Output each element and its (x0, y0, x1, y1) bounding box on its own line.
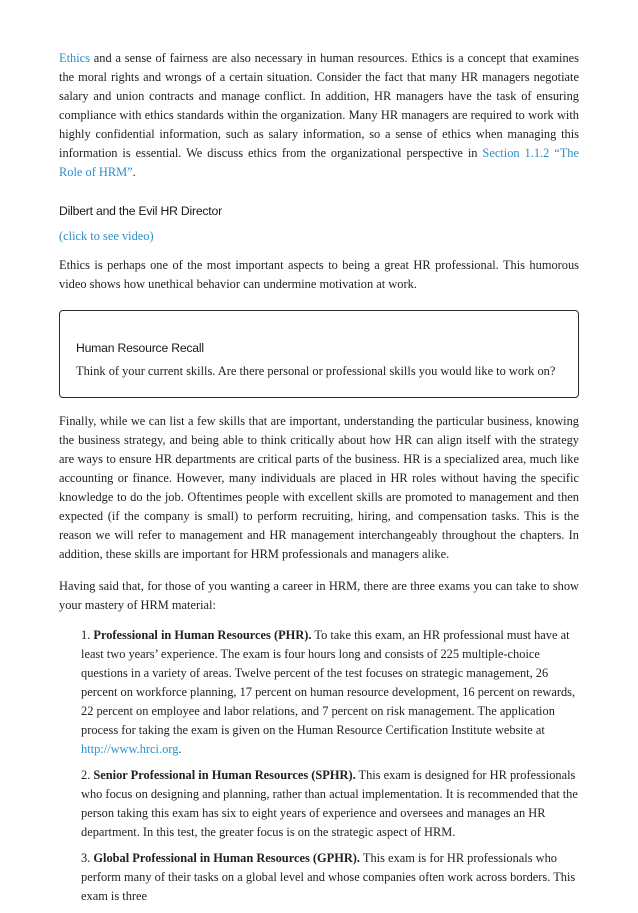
recall-box (59, 310, 579, 398)
document-page (59, 49, 579, 913)
ethics-link[interactable]: Ethics (59, 51, 90, 65)
exam-number: 1. (81, 628, 94, 642)
exam-end: . (178, 742, 182, 756)
video-paragraph (59, 227, 579, 246)
exam-title: Global Professional in Human Resources (GPHR). (93, 851, 361, 865)
exam-number: 3. (81, 851, 94, 865)
exam-number: 2. (81, 768, 94, 782)
intro-paragraph (59, 49, 579, 182)
video-heading: Dilbert and the Evil HR Director (59, 204, 222, 218)
list-item (81, 766, 579, 842)
exam-title: Professional in Human Resources (PHR). (93, 628, 312, 642)
finally-paragraph: Finally, while we can list a few skills that are important, understanding the particular business, knowing the business strategy, and being able to think critically about how HR can align itself with the strategy are ways to ensure HR departments are critical parts of the business. HR is a specialized area, much like accounting or finance. However, many individuals are placed in HR roles without having the specific knowledge to do the job. Oftentimes people with excellent skills are promoted to management and then expected (if the company is small) to perform recruiting, hiring, and compensation tasks. This is the reason we will refer to management and HR management interchangeably throughout the chapters. In addition, these skills are important for HRM professionals and managers alike. (59, 414, 579, 561)
intro-end: . (132, 165, 136, 179)
intro-text: and a sense of fairness are also necessary in human resources. Ethics is a concept that examines the moral rights and wrongs of a certain situation. Consider the fact that many HR managers negotiate salary and union contracts and manage conflict. In addition, HR managers have the task of ensuring compliance with ethics standards within the organization. Many HR managers are required to work with highly confidential information, such as salary information, so a sense of ethics when managing this information is essential. We discuss ethics from the organizational perspective in (59, 51, 579, 160)
hrci-link[interactable]: http://www.hrci.org (81, 742, 179, 756)
section-link[interactable]: Section 1.1.2 “The Role of HRM” (59, 146, 580, 179)
having-paragraph: Having said that, for those of you wanting a career in HRM, there are three exams you can take to show your mastery of HRM material: (59, 579, 579, 612)
see-video-link[interactable]: (click to see video) (59, 229, 154, 243)
list-item (81, 626, 579, 759)
exam-text: To take this exam, an HR professional must have at least two years’ experience. The exam is four hours long and consists of 225 multiple-choice questions in a variety of areas. Twelve percent of the test focuses on strategic management, 26 percent on workforce planning, 17 percent on human resource development, 16 percent on rewards, 22 percent on employee and labor relations, and 7 percent on risk management. The application process for taking the exam is given on the Human Resource Certification Institute website at (81, 628, 576, 737)
list-item (81, 849, 579, 906)
exam-text: This exam is designed for HR professionals who focus on designing and planning, rather than actual implementation. It is recommended that the person taking this exam has six to eight years of experience and oversees and manages an HR department. In this test, the greater focus is on the strategic aspect of HRM. (81, 768, 578, 839)
exam-text: This exam is for HR professionals who perform many of their tasks on a global level and whose companies often work across borders. This exam is three (81, 851, 576, 903)
exam-list (59, 626, 579, 906)
exam-title: Senior Professional in Human Resources (SPHR). (93, 768, 356, 782)
recall-text: Think of your current skills. Are there personal or professional skills you would like to work on? (76, 364, 556, 378)
video-description: Ethics is perhaps one of the most important aspects to being a great HR professional. This humorous video shows how unethical behavior can undermine motivation at work. (59, 258, 579, 291)
recall-title: Human Resource Recall (76, 341, 204, 355)
